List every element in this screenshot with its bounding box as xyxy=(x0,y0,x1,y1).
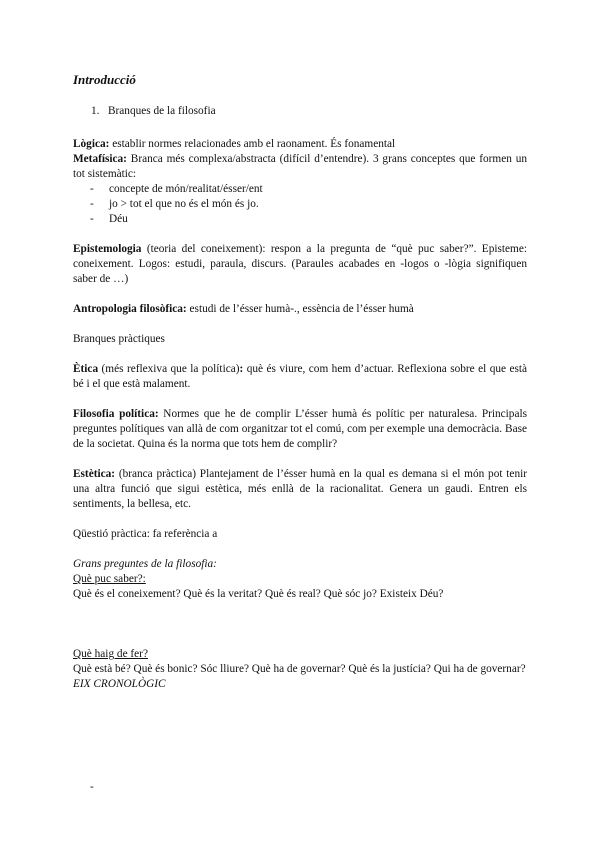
epistemologia-term: Epistemologia xyxy=(73,243,142,255)
epistemologia-paragraph xyxy=(73,242,527,287)
numbered-item xyxy=(91,104,527,119)
page-title: Introducció xyxy=(73,72,136,87)
estetica-term: Estètica: xyxy=(73,468,116,480)
preguntes-saber: Què és el coneixement? Què és la veritat? Què és real? Què sóc jo? Existeix Déu? xyxy=(73,588,444,600)
branques-practiques: Branques pràctiques xyxy=(73,333,165,345)
estetica-paragraph: Estètica: (branca pràctica) Plantejament de l’ésser humà en la qual es demana si el món pot tenir una altra funció que sigui estètica, més enllà de la racionalitat. Genera un gaudi. Entren els sentiments, la bellesa, etc. xyxy=(73,468,527,510)
list-item: - jo > tot el que no és el món és jo. xyxy=(90,198,259,210)
epistemologia-text: (teoria del coneixement): respon a la pregunta de “què puc saber?”. Episteme: coneixement. Logos: estudi, paraula, discurs. (Paraules acabades en -logos o -lògia signifiquen saber de …) xyxy=(73,243,527,285)
antropologia-text: estudi de l’ésser humà-., essència de l’ésser humà xyxy=(186,303,414,315)
list-item: - concepte de món/realitat/ésser/ent xyxy=(90,183,263,195)
eix-cronologic: EIX CRONOLÒGIC xyxy=(73,678,166,690)
final-dash: - xyxy=(90,781,94,793)
logica-text: establir normes relacionades amb el raonament. És fonamental xyxy=(109,138,396,150)
metafisica-paragraph xyxy=(73,152,527,182)
antropologia-paragraph xyxy=(73,302,527,317)
item-label: Branques de la filosofia xyxy=(108,105,216,117)
list-item: - Déu xyxy=(90,213,128,225)
que-haig-de-fer-heading: Què haig de fer? xyxy=(73,648,148,660)
metafisica-term: Metafísica: xyxy=(73,153,127,165)
politica-paragraph: Filosofia política: Normes que he de complir L’ésser humà és polític per naturalesa. Principals preguntes polítiques van allà de com organitzar tot el comú, com per exemple una democràcia. Base de la societat. Quina és la norma que tots hem de complir? xyxy=(73,408,527,450)
que-puc-saber-heading: Què puc saber?: xyxy=(73,573,146,585)
grans-preguntes-heading: Grans preguntes de la filosofia: xyxy=(73,558,217,570)
etica-paragraph: Ètica (més reflexiva que la política): què és viure, com hem d’actuar. Reflexiona sobre el que està bé i el que està malament. xyxy=(73,363,528,390)
metafisica-list xyxy=(73,182,527,227)
antropologia-term: Antropologia filosòfica: xyxy=(73,303,187,315)
questio-practica: Qüestió pràctica: fa referència a xyxy=(73,528,218,540)
metafisica-text: Branca més complexa/abstracta (difícil d’entendre). 3 grans conceptes que formen un tot sistemàtic: xyxy=(73,153,527,180)
preguntes-fer: Què està bé? Què és bonic? Sóc lliure? Què ha de governar? Què és la justícia? Qui ha de governar? xyxy=(73,663,526,675)
logica-term: Lògica: xyxy=(73,138,110,150)
item-number: 1. xyxy=(91,105,100,117)
etica-term: Ètica xyxy=(73,363,99,375)
politica-term: Filosofia política: xyxy=(73,408,159,420)
document-page xyxy=(73,72,527,692)
logica-paragraph xyxy=(73,137,527,152)
